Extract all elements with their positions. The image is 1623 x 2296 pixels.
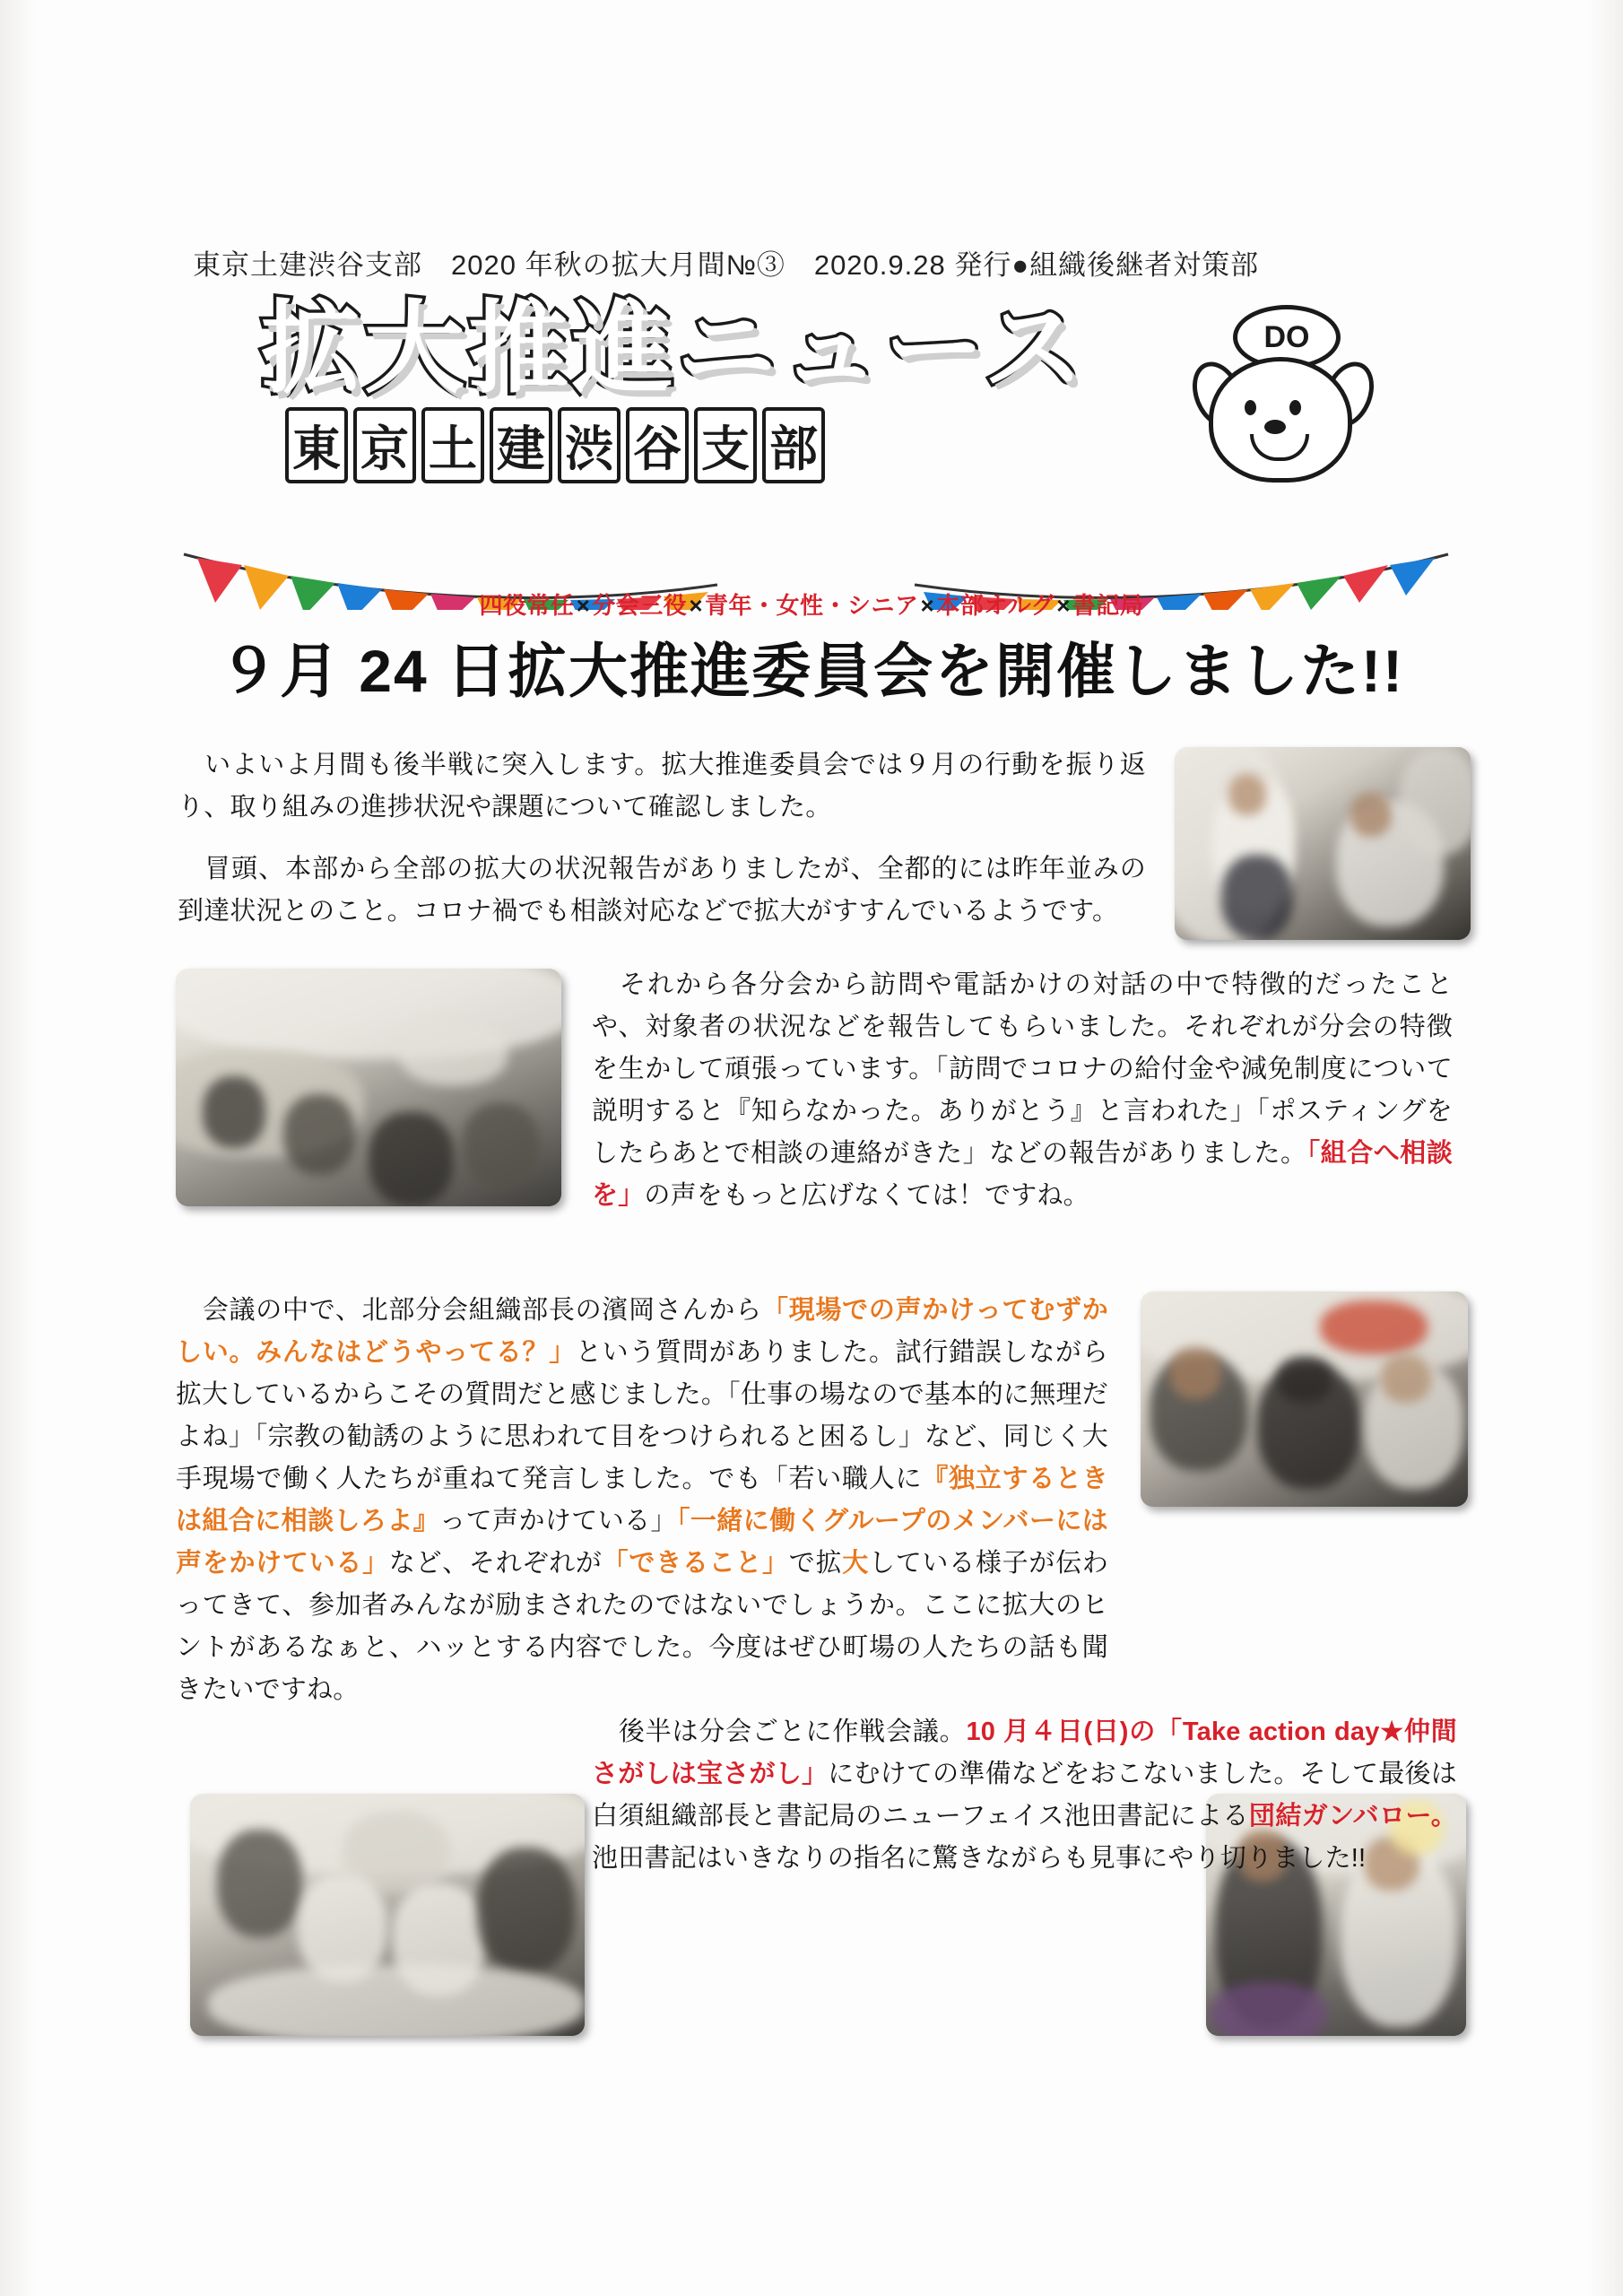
logo-sub-char-0: 東 bbox=[285, 407, 348, 483]
paragraph-5-text-a: 後半は分会ごとに作戦会議。 bbox=[592, 1718, 967, 1746]
paragraph-4 bbox=[176, 1290, 1108, 1711]
tagline-part-3: 青年・女性・シニア bbox=[705, 592, 919, 619]
paragraph-1: いよいよ月間も後半戦に突入します。拡大推進委員会では９月の行動を振り返り、取り組みの進捗状況や課題について確認しました。 bbox=[178, 751, 1146, 822]
paragraph-4-highlight-2: 『独立するときは組合に相談しろよ』 bbox=[176, 1464, 1108, 1535]
mascot-nose bbox=[1264, 420, 1286, 434]
tagline-part-2: 分会三役 bbox=[592, 592, 688, 619]
paragraph-5-highlight-3: 団結ガンバロー。 bbox=[1248, 1801, 1457, 1831]
logo-sub-char-2: 土 bbox=[421, 407, 484, 483]
paragraph-4-text-e: で拡 bbox=[788, 1548, 843, 1578]
logo-sub-char-6: 支 bbox=[694, 407, 757, 483]
tagline-part-5: 書記局 bbox=[1072, 592, 1144, 619]
paragraph-4-text-c: って声かけている」 bbox=[439, 1506, 677, 1535]
mascot-speech-bubble: DO bbox=[1233, 305, 1341, 370]
photo-group-discussion-image bbox=[190, 1794, 585, 2036]
tagline-sep-3: × bbox=[920, 592, 935, 619]
mascot-dog-icon bbox=[1193, 314, 1363, 484]
paragraph-4-highlight-1: 「現場での声かけってむずかしい。みんなはどうやってる？」 bbox=[176, 1296, 1108, 1367]
mascot-eye-right bbox=[1289, 400, 1301, 415]
photo-microphone-panel bbox=[1141, 1292, 1468, 1507]
tagline-part-4: 本部オルグ bbox=[936, 592, 1055, 619]
logo-sub-char-1: 京 bbox=[353, 407, 416, 483]
paragraph-2: 冒頭、本部から全部の拡大の状況報告がありましたが、全都的には昨年並みの到達状況とのこと。コロナ禍でも相談対応などで拡大がすすんでいるようです。 bbox=[178, 855, 1146, 926]
photo-two-people-standing bbox=[1175, 747, 1471, 940]
mascot-eye-left bbox=[1245, 400, 1256, 415]
paragraph-3 bbox=[592, 964, 1453, 1217]
masthead-line: 東京土建渋谷支部 2020 年秋の拡大月間№③ 2020.9.28 発行●組織後継者対策部 bbox=[193, 249, 1260, 281]
page-title: ９月 24 日拡大推進委員会を開催しました!! bbox=[218, 638, 1405, 704]
paragraph-4-text-f: している様子が伝わってきて、参加者みんなが励まされたのではないでしょうか。ここに拡大のヒントがあるなぁと、ハッとする内容でした。今度はぜひ町場の人たちの話も聞きたいですね。 bbox=[176, 1548, 1108, 1704]
paragraph-3-text-b: の声をもっと広げなくては！ですね。 bbox=[644, 1180, 1089, 1210]
mascot-head bbox=[1209, 357, 1352, 483]
paragraph-4-highlight-5: 大 bbox=[842, 1548, 869, 1578]
tagline-part-1: 四役常任 bbox=[479, 592, 575, 619]
photo-two-people-standing-image bbox=[1175, 747, 1471, 940]
photo-group-discussion bbox=[190, 1794, 585, 2036]
paragraph-4-highlight-3: 「一緒に働くグループのメンバーには声をかけている」 bbox=[176, 1506, 1108, 1578]
paragraph-5-highlight-1: 10 月４日(日)の「Take action day bbox=[966, 1718, 1380, 1746]
paragraph-5 bbox=[592, 1711, 1457, 1880]
logo-sub-char-7: 部 bbox=[762, 407, 825, 483]
paper-edge-left bbox=[0, 0, 36, 2296]
tagline bbox=[0, 587, 1623, 621]
paragraph-4-text-b: という質問がありました。試行錯誤しながら拡大しているからこその質問だと感じました。「仕事の場なので基本的に無理だよね」「宗教の勧誘のように思われて目をつけられると困るし」など、同じく大手現場で働く人たちが重ねて発言しました。でも「若い職人に bbox=[176, 1337, 1108, 1493]
paragraph-4-highlight-4: 「できること」 bbox=[602, 1548, 789, 1578]
photo-meeting-room-wide bbox=[176, 969, 561, 1206]
logo-sub-char-4: 渋 bbox=[558, 407, 621, 483]
logo-sub-char-5: 谷 bbox=[626, 407, 689, 483]
paragraph-4-text-a: 会議の中で、北部分会組織部長の濱岡さんから bbox=[176, 1296, 762, 1325]
photo-meeting-room-wide-image bbox=[176, 969, 561, 1206]
paragraph-5-text-c: 池田書記はいきなりの指名に驚きながらも見事にやり切りました!! bbox=[592, 1843, 1367, 1873]
logo-title: 拡大推進ニュース bbox=[260, 292, 1088, 404]
paragraph-5-text-b: にむけての準備などをおこないました。そして最後は白須組織部長と書記局のニューフェイス池田書記による bbox=[592, 1759, 1457, 1831]
logo-sub-char-3: 建 bbox=[490, 407, 552, 483]
paragraph-3-text-a: それから各分会から訪問や電話かけの対話の中で特徴的だったことや、対象者の状況などを報告してもらいました。それぞれが分会の特徴を生かして頑張っています。「訪問でコロナの給付金や減免制度について説明すると『知らなかった。ありがとう』と言われた」「ポスティングをしたらあとで相談の連絡がきた」などの報告がありました。 bbox=[592, 970, 1453, 1168]
tagline-sep-4: × bbox=[1056, 592, 1071, 619]
tagline-sep-2: × bbox=[689, 592, 703, 619]
paragraph-4-text-d: など、それぞれが bbox=[388, 1548, 603, 1578]
paragraph-3-highlight: 「組合へ相談を」 bbox=[592, 1138, 1453, 1210]
paper-edge-right bbox=[1587, 0, 1623, 2296]
tagline-sep-1: × bbox=[576, 592, 591, 619]
photo-microphone-panel-image bbox=[1141, 1292, 1468, 1507]
paragraph-5-highlight-2: ★仲間さがしは宝さがし」 bbox=[592, 1718, 1457, 1788]
